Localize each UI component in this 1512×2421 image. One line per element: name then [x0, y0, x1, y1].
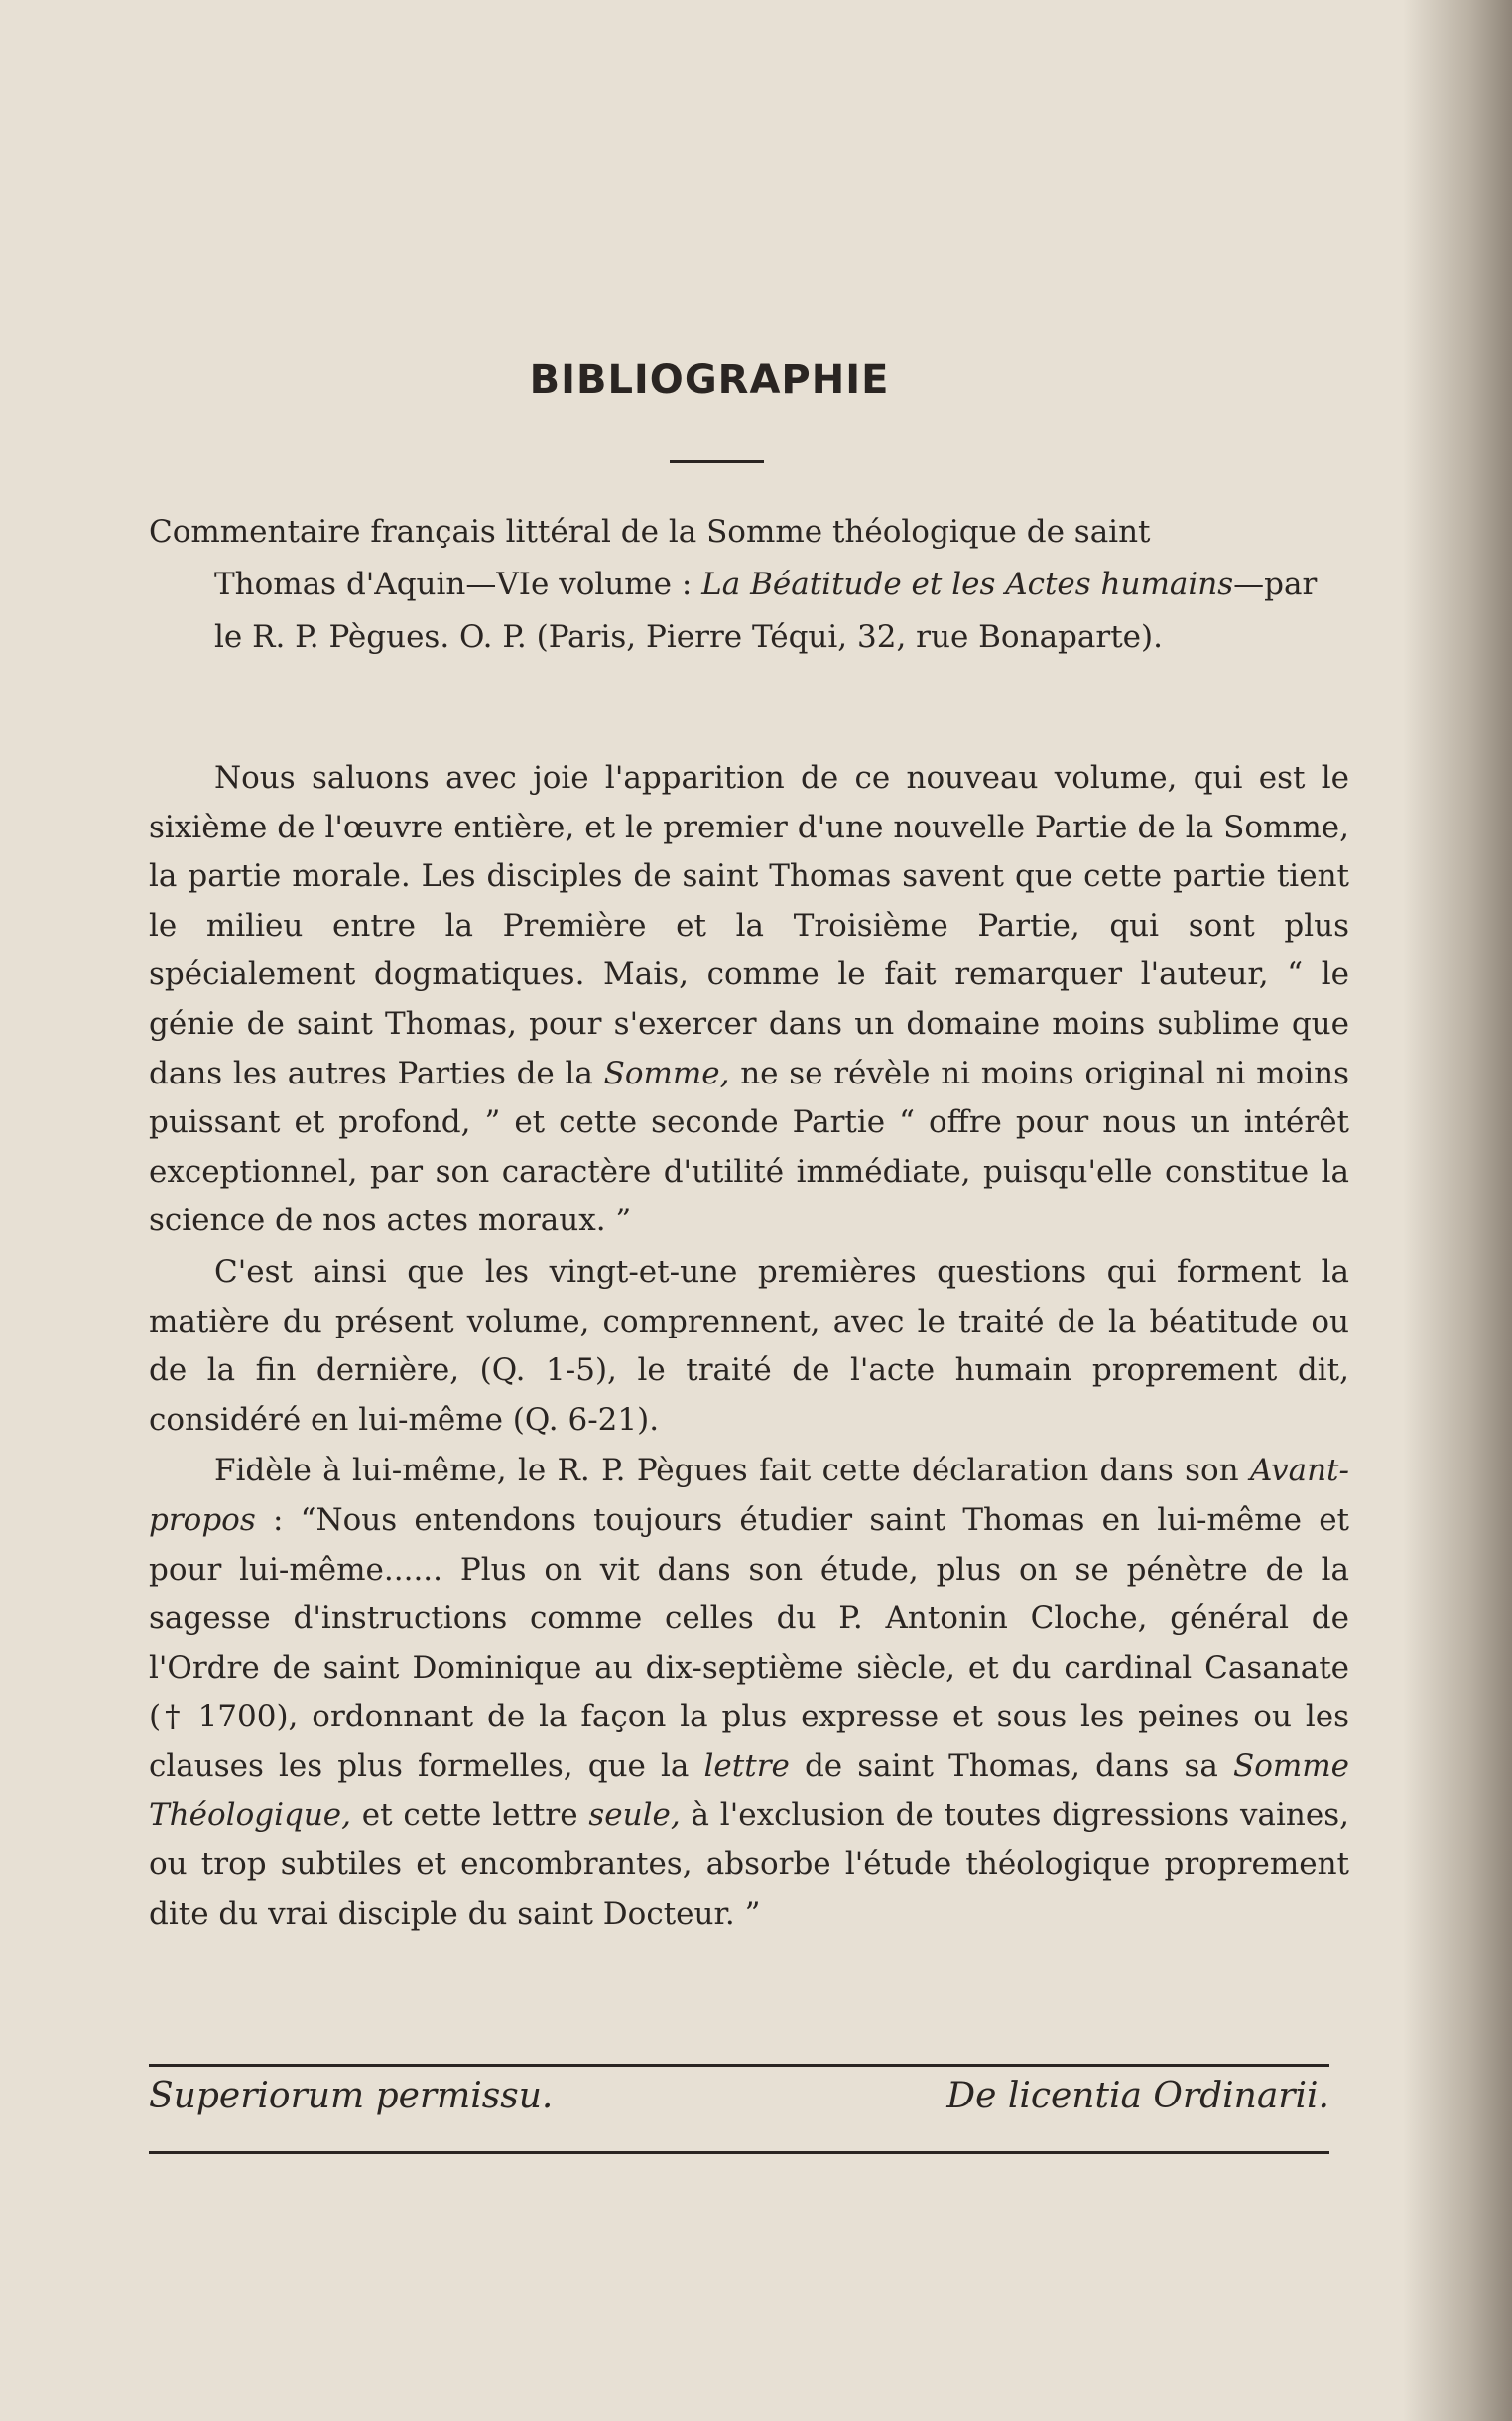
paragraph-1-text-a: Nous saluons avec joie l'apparition de ce nouveau volume, qui est le sixième de l'œuvre entière, et le premier d'une nouvelle Partie de la Somme, la partie morale. Les disciples de saint Thomas savent que cette partie tient le milieu entre la Première et la Troisième Partie, qui sont plus spécialement dogmatiques. Mais, comme le fait remarquer l'auteur, “ le génie de saint Thomas, pour s'exercer dans un domaine moins sublime que dans les autres Parties de la [149, 760, 1349, 1091]
paragraph-3-text-b: : “Nous entendons toujours étudier saint Thomas en lui-même et pour lui-même...... Plus on vit dans son étude, plus on se pénètre de la sagesse d'instructions comme celles du P. Antonin Cloche, général de l'Ordre de saint Dominique au dix-septième siècle, et du cardinal Casanate († 1700), ordonnant de la façon la plus expresse et sous les peines ou les clauses les plus formelles, que la [149, 1501, 1349, 1784]
paragraph-3-italic-d: seule, [588, 1797, 681, 1834]
title-divider [670, 460, 764, 463]
footer-rule-bottom [149, 2151, 1329, 2154]
paragraph-1-italic: Somme, [603, 1055, 730, 1091]
bibliography-entry [149, 506, 1349, 664]
paragraph-3-text-a: Fidèle à lui-même, le R. P. Pègues fait cette déclaration dans son [214, 1453, 1250, 1489]
paragraph-3 [149, 1447, 1349, 1939]
review-body [149, 754, 1349, 1941]
page-title: BIBLIOGRAPHIE [529, 357, 890, 403]
entry-line-1: Commentaire français littéral de la Somme théologique de saint [149, 514, 1151, 550]
entry-text-before: Thomas d'Aquin—VIe volume : [214, 567, 702, 602]
entry-book-title: La Béatitude et les Actes humains [701, 567, 1234, 602]
page-edge-shadow [1403, 0, 1512, 2421]
paragraph-3-italic-a: Avant-propos [149, 1453, 1349, 1538]
footer-rule-top [149, 2064, 1329, 2067]
paragraph-3-text-d: et cette lettre [351, 1797, 589, 1834]
paragraph-3-text-e: à l'exclusion de toutes digressions vaines, ou trop subtiles et encombrantes, absorbe l'étude théologique proprement dite du vrai disciple du saint Docteur. ” [149, 1797, 1350, 1932]
paragraph-3-text-c: de saint Thomas, dans sa [789, 1747, 1233, 1784]
paragraph-1-text-b: ne se révèle ni moins original ni moins puissant et profond, ” et cette seconde Partie “ offre pour nous un intérêt exceptionnel, par son caractère d'utilité immédiate, puisqu'elle constitue la science de nos actes moraux. ” [149, 1055, 1350, 1239]
permission-superiorum: Superiorum permissu. [149, 2076, 554, 2116]
permission-ordinarii: De licentia Ordinarii. [946, 2076, 1329, 2116]
paragraph-3-italic-c: Somme Théologique, [149, 1747, 1349, 1834]
entry-text-after: —par le R. P. Pègues. O. P. (Paris, Pierre Téqui, 32, rue Bonaparte). [214, 567, 1318, 655]
paragraph-3-italic-b: lettre [703, 1747, 790, 1784]
paragraph-1 [149, 754, 1349, 1246]
paragraph-2: C'est ainsi que les vingt-et-une premières questions qui forment la matière du présent volume, comprennent, avec le traité de la béatitude ou de la fin dernière, (Q. 1-5), le traité de l'acte humain proprement dit, considéré en lui-même (Q. 6-21). [149, 1253, 1349, 1438]
entry-continuation [149, 559, 1349, 664]
